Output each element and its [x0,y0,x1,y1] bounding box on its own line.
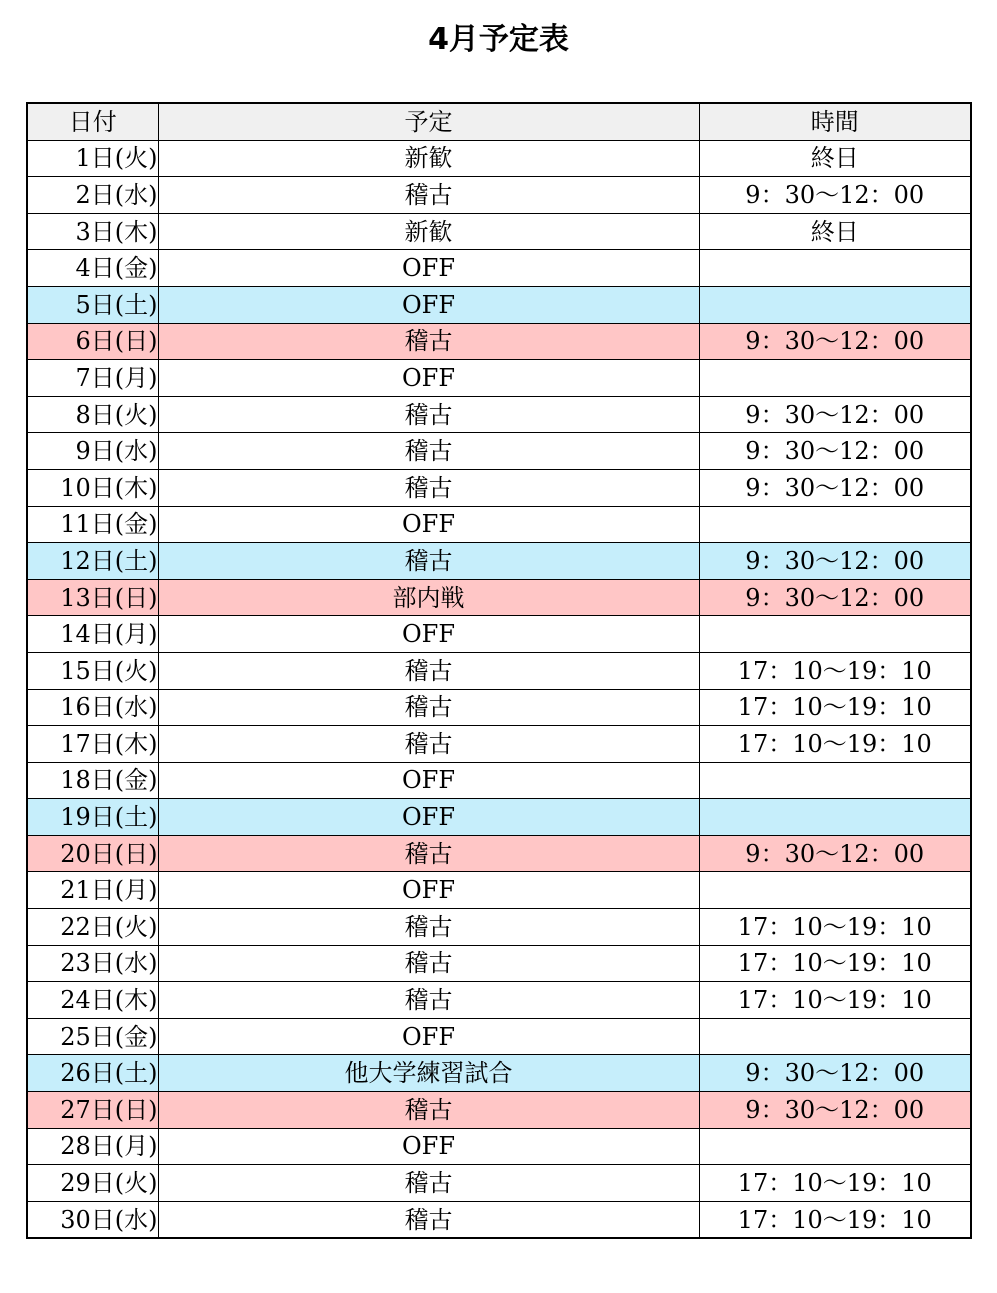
table-row [27,689,971,726]
date-cell: 7日(月) [27,360,158,397]
plan-cell: 稽古 [158,1165,699,1202]
date-cell: 21日(月) [27,872,158,909]
page-title: 4月予定表 [428,22,569,57]
time-cell: 17：10〜19：10 [699,652,971,689]
table-row [27,1092,971,1129]
time-cell [699,506,971,543]
time-cell [699,762,971,799]
date-cell: 26日(土) [27,1055,158,1092]
date-cell: 12日(土) [27,543,158,580]
table-row [27,726,971,763]
date-cell: 28日(月) [27,1128,158,1165]
date-cell: 30日(水) [27,1201,158,1238]
plan-cell: OFF [158,1128,699,1165]
time-cell [699,1018,971,1055]
table-row [27,616,971,653]
schedule-table [26,102,972,1239]
time-cell: 終日 [699,213,971,250]
table-row [27,945,971,982]
plan-cell: 稽古 [158,469,699,506]
date-cell: 25日(金) [27,1018,158,1055]
plan-column-header: 予定 [158,103,699,140]
time-cell: 9：30〜12：00 [699,543,971,580]
date-cell: 8日(火) [27,396,158,433]
time-cell: 9：30〜12：00 [699,396,971,433]
table-row [27,799,971,836]
time-cell: 9：30〜12：00 [699,1092,971,1129]
table-row [27,506,971,543]
date-cell: 23日(水) [27,945,158,982]
time-cell [699,872,971,909]
time-cell: 9：30〜12：00 [699,835,971,872]
plan-cell: 部内戦 [158,579,699,616]
time-cell: 17：10〜19：10 [699,689,971,726]
time-cell: 終日 [699,140,971,177]
table-row [27,1128,971,1165]
plan-cell: OFF [158,1018,699,1055]
time-cell: 9：30〜12：00 [699,579,971,616]
date-cell: 10日(木) [27,469,158,506]
time-cell: 9：30〜12：00 [699,469,971,506]
time-cell [699,799,971,836]
table-row [27,1055,971,1092]
table-row [27,286,971,323]
date-cell: 6日(日) [27,323,158,360]
date-cell: 13日(日) [27,579,158,616]
date-cell: 16日(水) [27,689,158,726]
header-row [27,103,971,140]
time-cell [699,1128,971,1165]
table-row [27,1201,971,1238]
plan-cell: 新歓 [158,140,699,177]
plan-cell: 稽古 [158,982,699,1019]
table-row [27,579,971,616]
table-row [27,177,971,214]
plan-cell: OFF [158,799,699,836]
plan-cell: 他大学練習試合 [158,1055,699,1092]
time-cell: 17：10〜19：10 [699,945,971,982]
plan-cell: 稽古 [158,652,699,689]
table-row [27,1165,971,1202]
date-cell: 29日(火) [27,1165,158,1202]
plan-cell: 新歓 [158,213,699,250]
plan-cell: 稽古 [158,909,699,946]
date-cell: 15日(火) [27,652,158,689]
table-row [27,652,971,689]
plan-cell: 稽古 [158,1201,699,1238]
time-cell: 17：10〜19：10 [699,909,971,946]
date-cell: 20日(日) [27,835,158,872]
table-row [27,1018,971,1055]
time-cell [699,250,971,287]
plan-cell: 稽古 [158,323,699,360]
time-column-header: 時間 [699,103,971,140]
date-cell: 11日(金) [27,506,158,543]
plan-cell: OFF [158,616,699,653]
time-cell: 9：30〜12：00 [699,1055,971,1092]
date-cell: 14日(月) [27,616,158,653]
plan-cell: 稽古 [158,689,699,726]
table-row [27,543,971,580]
time-cell: 17：10〜19：10 [699,1201,971,1238]
time-cell [699,616,971,653]
date-cell: 24日(木) [27,982,158,1019]
table-row [27,360,971,397]
time-cell: 17：10〜19：10 [699,982,971,1019]
plan-cell: 稽古 [158,835,699,872]
time-cell: 9：30〜12：00 [699,323,971,360]
plan-cell: OFF [158,506,699,543]
plan-cell: OFF [158,286,699,323]
table-row [27,396,971,433]
plan-cell: OFF [158,872,699,909]
plan-cell: OFF [158,360,699,397]
date-cell: 27日(日) [27,1092,158,1129]
plan-cell: OFF [158,762,699,799]
plan-cell: 稽古 [158,945,699,982]
table-row [27,213,971,250]
schedule-body [27,140,971,1238]
plan-cell: 稽古 [158,396,699,433]
date-cell: 4日(金) [27,250,158,287]
date-cell: 18日(金) [27,762,158,799]
date-cell: 5日(土) [27,286,158,323]
date-column-header: 日付 [27,103,158,140]
plan-cell: 稽古 [158,1092,699,1129]
table-row [27,140,971,177]
time-cell [699,286,971,323]
date-cell: 9日(水) [27,433,158,470]
plan-cell: 稽古 [158,726,699,763]
table-row [27,762,971,799]
time-cell: 17：10〜19：10 [699,726,971,763]
table-row [27,909,971,946]
plan-cell: 稽古 [158,177,699,214]
date-cell: 19日(土) [27,799,158,836]
table-row [27,250,971,287]
date-cell: 22日(火) [27,909,158,946]
date-cell: 17日(木) [27,726,158,763]
date-cell: 1日(火) [27,140,158,177]
date-cell: 2日(水) [27,177,158,214]
table-row [27,469,971,506]
time-cell [699,360,971,397]
time-cell: 9：30〜12：00 [699,177,971,214]
table-row [27,433,971,470]
table-row [27,982,971,1019]
time-cell: 9：30〜12：00 [699,433,971,470]
plan-cell: 稽古 [158,543,699,580]
plan-cell: 稽古 [158,433,699,470]
date-cell: 3日(木) [27,213,158,250]
table-row [27,323,971,360]
plan-cell: OFF [158,250,699,287]
table-row [27,872,971,909]
time-cell: 17：10〜19：10 [699,1165,971,1202]
table-row [27,835,971,872]
